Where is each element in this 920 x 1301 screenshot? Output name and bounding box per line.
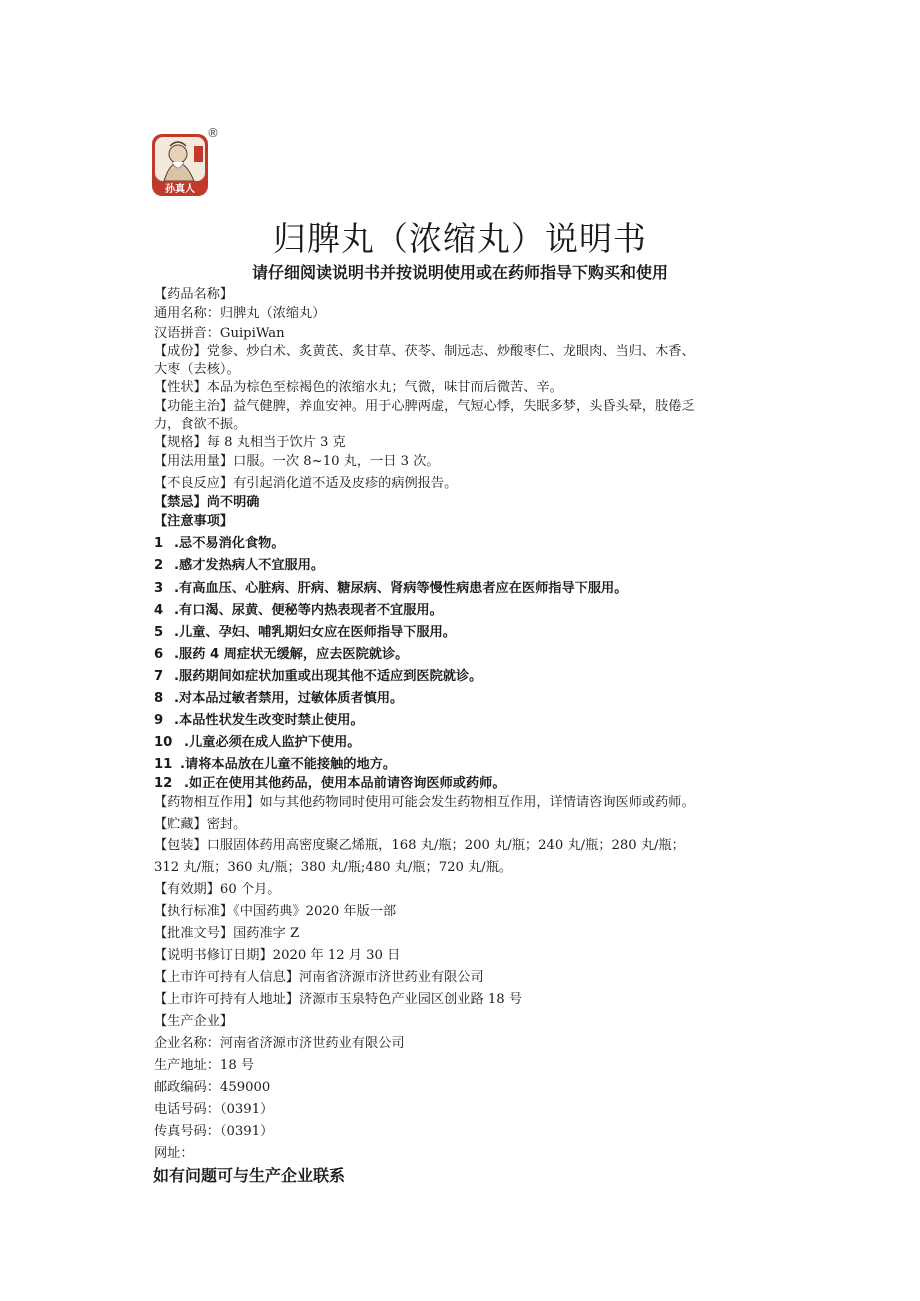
ingredients-cont: 大枣（去核）。 [154,362,240,377]
shelf-life: 【有效期】60 个月。 [154,882,281,897]
revision-date: 【说明书修订日期】2020 年 12 月 30 日 [154,948,401,963]
fax-number: 传真号码：（0391） [154,1124,274,1139]
list-item: 12 .如正在使用其他药品，使用本品前请咨询医师或药师。 [154,776,506,791]
company-name: 企业名称：河南省济源市济世药业有限公司 [154,1036,405,1051]
contact-note: 如有问题可与生产企业联系 [153,1166,346,1185]
website: 网址： [154,1146,194,1161]
mah-info: 【上市许可持有人信息】河南省济源市济世药业有限公司 [154,970,484,985]
mah-address: 【上市许可持有人地址】济源市玉泉特色产业园区创业路 18 号 [154,992,523,1007]
brand-logo [150,132,222,200]
list-item: 7 .服药期间如症状加重或出现其他不适应到医院就诊。 [154,669,483,684]
pinyin-name: 汉语拼音：GuipiWan [154,326,285,341]
production-address: 生产地址：18 号 [154,1058,255,1073]
logo-text: 孙真人 [165,184,195,195]
section-drug-name-heading: 【药品名称】 [154,287,234,302]
drug-interactions: 【药物相互作用】如与其他药物同时使用可能会发生药物相互作用，详情请咨询医师或药师。 [154,795,695,810]
postal-code: 邮政编码：459000 [154,1080,271,1095]
list-item: 10 .儿童必须在成人监护下使用。 [154,735,361,750]
page-subtitle: 请仔细阅读说明书并按说明使用或在药师指导下购买和使用 [251,263,668,282]
registered-mark: ® [207,126,219,140]
indications: 【功能主治】益气健脾，养血安神。用于心脾两虚，气短心悸，失眠多梦，头昏头晕，肢倦乏 [154,399,695,414]
list-item: 6 .服药 4 周症状无缓解，应去医院就诊。 [154,647,409,662]
list-item: 8 .对本品过敏者禁用，过敏体质者慎用。 [154,691,404,706]
adverse-reactions: 【不良反应】有引起消化道不适及皮疹的病例报告。 [154,476,458,491]
phone-number: 电话号码：（0391） [154,1102,274,1117]
standard: 【执行标准】《中国药典》2020 年版一部 [154,904,397,919]
section-precautions-heading: 【注意事项】 [154,514,234,529]
dosage: 【用法用量】口服。一次 8~10 丸，一日 3 次。 [154,454,440,469]
storage: 【贮藏】密封。 [154,817,247,832]
description: 【性状】本品为棕色至棕褐色的浓缩水丸；气微，味甘而后微苦、辛。 [154,380,563,395]
approval-number: 【批准文号】国药准字 Z [154,926,300,941]
list-item: 4 .有口渴、尿黄、便秘等内热表现者不宜服用。 [154,603,443,618]
ingredients: 【成份】党参、炒白术、炙黄芪、炙甘草、茯苓、制远志、炒酸枣仁、龙眼肉、当归、木香、 [154,344,695,359]
list-item: 2 .感才发热病人不宜服用。 [154,558,325,573]
list-item: 9 .本品性状发生改变时禁止使用。 [154,713,364,728]
specification: 【规格】每 8 丸相当于饮片 3 克 [154,435,346,450]
packaging-cont: 312 丸/瓶；360 丸/瓶；380 丸/瓶;480 丸/瓶；720 丸/瓶。 [154,860,513,875]
packaging: 【包装】口服固体药用高密度聚乙烯瓶，168 丸/瓶；200 丸/瓶；240 丸/瓶；280 丸/瓶； [154,838,685,853]
sage-portrait-icon [150,132,222,200]
section-manufacturer-heading: 【生产企业】 [154,1014,234,1029]
list-item: 5 .儿童、孕妇、哺乳期妇女应在医师指导下服用。 [154,625,456,640]
page-title: 归脾丸（浓缩丸）说明书 [273,219,647,258]
list-item: 11 .请将本品放在儿童不能接触的地方。 [154,757,397,772]
indications-cont: 力，食欲不振。 [154,417,247,432]
contraindications: 【禁忌】尚不明确 [154,495,260,510]
generic-name: 通用名称：归脾丸（浓缩丸） [154,306,326,321]
list-item: 3 .有高血压、心脏病、肝病、糖尿病、肾病等慢性病患者应在医师指导下服用。 [154,581,628,596]
list-item: 1 .忌不易消化食物。 [154,536,285,551]
